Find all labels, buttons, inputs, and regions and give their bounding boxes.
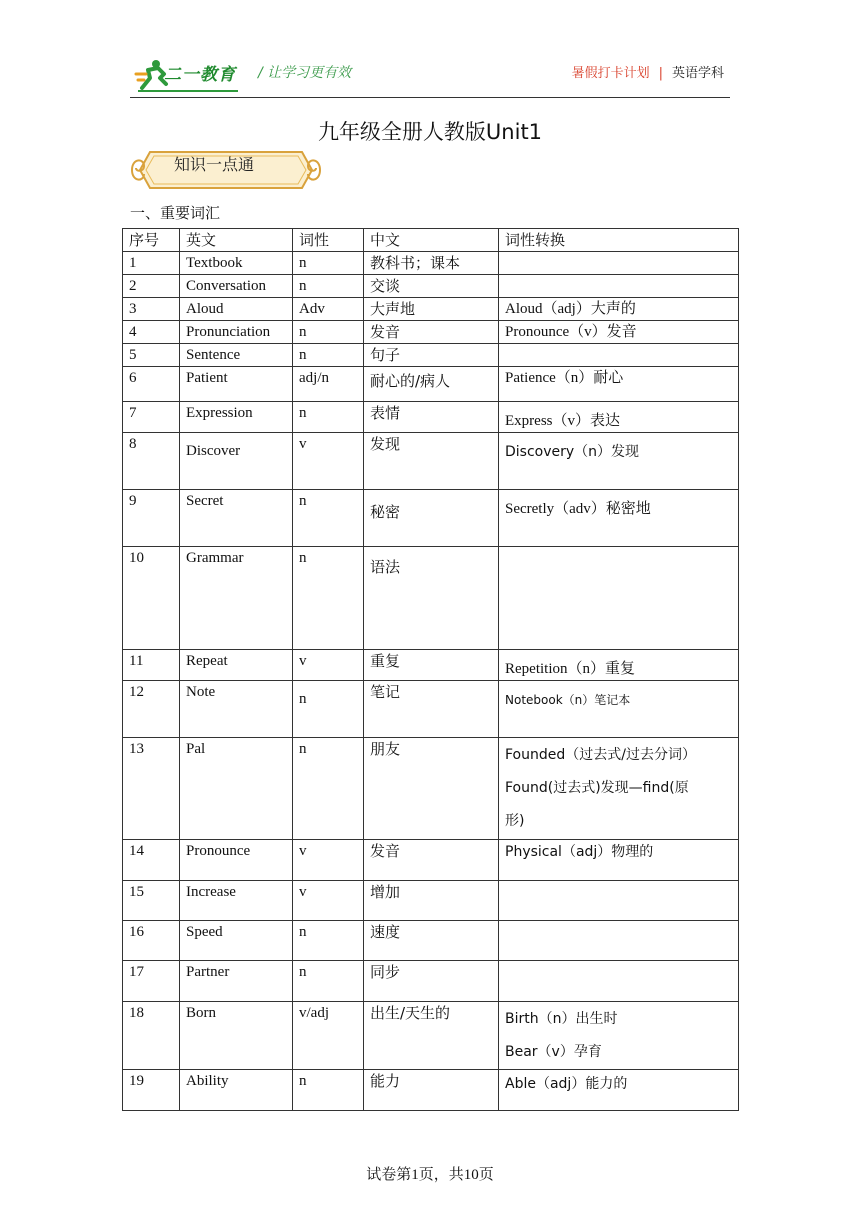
cell-no: 18 bbox=[123, 1002, 180, 1070]
table-row bbox=[123, 681, 739, 738]
page-header bbox=[130, 52, 730, 98]
table-row bbox=[123, 840, 739, 881]
cell-en: Textbook bbox=[180, 252, 293, 275]
cell-zh: 发音 bbox=[364, 321, 499, 344]
cell-no: 2 bbox=[123, 275, 180, 298]
cell-no: 13 bbox=[123, 738, 180, 840]
cell-en: Speed bbox=[180, 921, 293, 961]
cell-en: Partner bbox=[180, 961, 293, 1002]
cell-no: 8 bbox=[123, 433, 180, 490]
column-header: 词性 bbox=[293, 229, 364, 252]
table-row bbox=[123, 252, 739, 275]
cell-pos: n bbox=[293, 738, 364, 840]
plan-label: 暑假打卡计划 bbox=[571, 66, 650, 81]
cell-zh: 教科书；课本 bbox=[364, 252, 499, 275]
cell-zh: 笔记 bbox=[364, 681, 499, 738]
cell-pos: n bbox=[293, 344, 364, 367]
slogan: / 让学习更有效 bbox=[258, 65, 352, 81]
table-row bbox=[123, 1070, 739, 1111]
cell-zh: 耐心的/病人 bbox=[364, 367, 499, 402]
cell-en: Sentence bbox=[180, 344, 293, 367]
cell-no: 15 bbox=[123, 881, 180, 921]
cell-zh: 大声地 bbox=[364, 298, 499, 321]
cell-pos: n bbox=[293, 547, 364, 650]
cell-no: 3 bbox=[123, 298, 180, 321]
cell-no: 5 bbox=[123, 344, 180, 367]
table-row bbox=[123, 738, 739, 840]
table-row bbox=[123, 344, 739, 367]
cell-conversion: Able（adj）能力的 bbox=[499, 1070, 739, 1111]
header-divider bbox=[130, 97, 730, 98]
cell-pos: adj/n bbox=[293, 367, 364, 402]
cell-zh: 句子 bbox=[364, 344, 499, 367]
cell-en: Born bbox=[180, 1002, 293, 1070]
table-row bbox=[123, 921, 739, 961]
header-separator: | bbox=[658, 66, 663, 81]
column-header: 英文 bbox=[180, 229, 293, 252]
cell-en: Conversation bbox=[180, 275, 293, 298]
page-title: 九年级全册人教版Unit1 bbox=[317, 120, 543, 144]
table-row bbox=[123, 490, 739, 547]
cell-conversion: Physical（adj）物理的 bbox=[499, 840, 739, 881]
cell-conversion: Pronounce（v）发音 bbox=[499, 321, 739, 344]
cell-pos: n bbox=[293, 402, 364, 433]
table-row bbox=[123, 650, 739, 681]
cell-zh: 增加 bbox=[364, 881, 499, 921]
cell-en: Patient bbox=[180, 367, 293, 402]
conversion-line: Found(过去式)发现—find(原 bbox=[505, 780, 689, 796]
cell-no: 4 bbox=[123, 321, 180, 344]
cell-no: 7 bbox=[123, 402, 180, 433]
cell-en: Repeat bbox=[180, 650, 293, 681]
cell-conversion: Patience（n）耐心 bbox=[499, 367, 739, 402]
cell-no: 19 bbox=[123, 1070, 180, 1111]
cell-en: Pronounce bbox=[180, 840, 293, 881]
cell-conversion bbox=[499, 1002, 739, 1070]
cell-pos: n bbox=[293, 490, 364, 547]
cell-no: 12 bbox=[123, 681, 180, 738]
cell-pos: n bbox=[293, 921, 364, 961]
conversion-line: 形) bbox=[505, 813, 525, 829]
cell-pos: n bbox=[293, 321, 364, 344]
table-row bbox=[123, 298, 739, 321]
section-banner bbox=[128, 146, 324, 194]
cell-en: Note bbox=[180, 681, 293, 738]
cell-pos: Adv bbox=[293, 298, 364, 321]
cell-no: 17 bbox=[123, 961, 180, 1002]
cell-conversion bbox=[499, 921, 739, 961]
cell-pos: v bbox=[293, 650, 364, 681]
table-row bbox=[123, 881, 739, 921]
column-header: 词性转换 bbox=[499, 229, 739, 252]
cell-conversion: Discovery（n）发现 bbox=[499, 433, 739, 490]
table-header-row bbox=[123, 229, 739, 252]
page-footer: 试卷第1页，共10页 bbox=[366, 1167, 494, 1183]
cell-no: 1 bbox=[123, 252, 180, 275]
cell-conversion bbox=[499, 547, 739, 650]
cell-pos: n bbox=[293, 961, 364, 1002]
cell-pos: n bbox=[293, 1070, 364, 1111]
cell-en: Secret bbox=[180, 490, 293, 547]
conversion-line: Birth（n）出生时 bbox=[505, 1011, 618, 1027]
cell-en: Expression bbox=[180, 402, 293, 433]
cell-pos: n bbox=[293, 252, 364, 275]
cell-pos: v/adj bbox=[293, 1002, 364, 1070]
header-right bbox=[572, 62, 724, 81]
cell-zh: 发现 bbox=[364, 433, 499, 490]
cell-en: Grammar bbox=[180, 547, 293, 650]
cell-conversion bbox=[499, 275, 739, 298]
table-row bbox=[123, 367, 739, 402]
cell-no: 11 bbox=[123, 650, 180, 681]
cell-zh: 能力 bbox=[364, 1070, 499, 1111]
cell-pos: v bbox=[293, 433, 364, 490]
cell-pos: n bbox=[293, 681, 364, 738]
cell-conversion bbox=[499, 738, 739, 840]
cell-no: 14 bbox=[123, 840, 180, 881]
cell-zh: 速度 bbox=[364, 921, 499, 961]
cell-zh: 朋友 bbox=[364, 738, 499, 840]
cell-no: 10 bbox=[123, 547, 180, 650]
cell-pos: v bbox=[293, 881, 364, 921]
column-header: 中文 bbox=[364, 229, 499, 252]
table-row bbox=[123, 433, 739, 490]
cell-zh: 重复 bbox=[364, 650, 499, 681]
cell-en: Ability bbox=[180, 1070, 293, 1111]
cell-conversion: Aloud（adj）大声的 bbox=[499, 298, 739, 321]
cell-conversion: Express（v）表达 bbox=[499, 402, 739, 433]
cell-pos: n bbox=[293, 275, 364, 298]
cell-conversion bbox=[499, 881, 739, 921]
cell-no: 6 bbox=[123, 367, 180, 402]
conversion-line: Founded（过去式/过去分词） bbox=[505, 747, 696, 763]
table-row bbox=[123, 275, 739, 298]
cell-en: Pal bbox=[180, 738, 293, 840]
cell-conversion bbox=[499, 344, 739, 367]
table-row bbox=[123, 321, 739, 344]
cell-en: Aloud bbox=[180, 298, 293, 321]
vocabulary-table bbox=[122, 228, 739, 1111]
cell-conversion bbox=[499, 252, 739, 275]
table-row bbox=[123, 1002, 739, 1070]
cell-no: 9 bbox=[123, 490, 180, 547]
cell-zh: 同步 bbox=[364, 961, 499, 1002]
column-header: 序号 bbox=[123, 229, 180, 252]
cell-zh: 交谈 bbox=[364, 275, 499, 298]
cell-conversion bbox=[499, 961, 739, 1002]
subject-label: 英语学科 bbox=[671, 66, 724, 81]
section-heading: 一、重要词汇 bbox=[130, 204, 221, 222]
cell-en: Pronunciation bbox=[180, 321, 293, 344]
banner-label: 知识一点通 bbox=[174, 155, 255, 174]
cell-zh: 语法 bbox=[364, 547, 499, 650]
table-row bbox=[123, 402, 739, 433]
cell-zh: 表情 bbox=[364, 402, 499, 433]
cell-zh: 出生/天生的 bbox=[364, 1002, 499, 1070]
logo-text: 二一教育 bbox=[164, 65, 236, 85]
conversion-line: Bear（v）孕育 bbox=[505, 1044, 602, 1060]
cell-no: 16 bbox=[123, 921, 180, 961]
cell-en: Increase bbox=[180, 881, 293, 921]
cell-en: Discover bbox=[180, 433, 293, 490]
table-row bbox=[123, 547, 739, 650]
cell-conversion: Repetition（n）重复 bbox=[499, 650, 739, 681]
table-row bbox=[123, 961, 739, 1002]
cell-pos: v bbox=[293, 840, 364, 881]
cell-conversion: Notebook（n）笔记本 bbox=[499, 681, 739, 738]
cell-zh: 发音 bbox=[364, 840, 499, 881]
cell-zh: 秘密 bbox=[364, 490, 499, 547]
cell-conversion: Secretly（adv）秘密地 bbox=[499, 490, 739, 547]
